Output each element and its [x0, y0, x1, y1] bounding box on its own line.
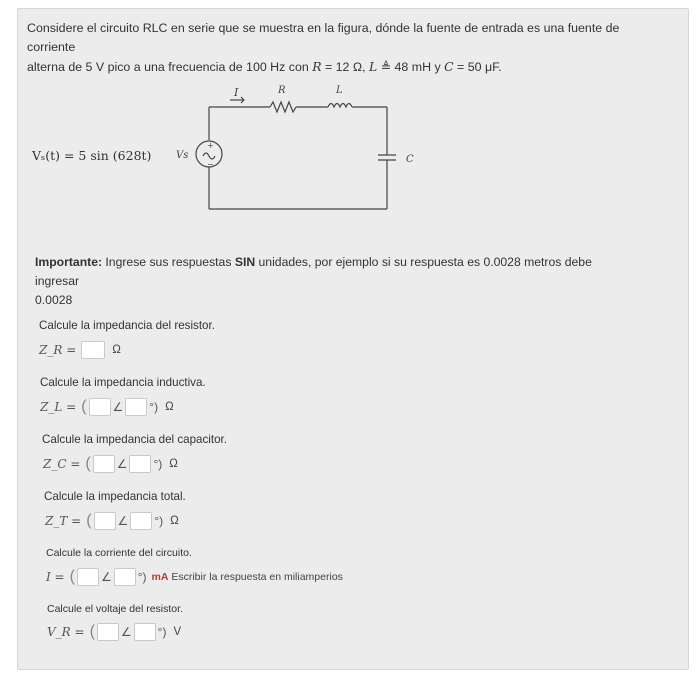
vr-magnitude-input[interactable]	[97, 623, 119, 641]
question-prompt: Calcule la impedancia total.	[44, 490, 186, 503]
answer-unit: V	[173, 626, 182, 638]
question-prompt: Calcule la impedancia inductiva.	[40, 376, 206, 389]
inductor-symbol	[328, 104, 352, 108]
answer-symbol: Z_L =	[40, 400, 77, 414]
resistor-label: R	[278, 85, 286, 96]
question-prompt: Calcule la corriente del circuito.	[46, 547, 192, 559]
current-unit-note	[152, 571, 343, 583]
important-text-a: Ingrese sus respuestas	[102, 255, 235, 269]
intro-line-2-text: alterna de 5 V pico a una frecuencia de 100 Hz con	[27, 60, 313, 74]
capacitor-label: C	[406, 154, 414, 165]
problem-statement	[27, 19, 667, 77]
r-value: = 12 Ω,	[321, 60, 370, 74]
answer-row-vr: V_R = ( ∠ °) V	[47, 623, 182, 640]
current-label: I	[234, 86, 239, 99]
angle-icon: ∠	[100, 570, 112, 584]
zc-magnitude-input[interactable]	[93, 455, 115, 473]
answer-row-zc: Z_C = ( ∠ °) Ω	[43, 455, 178, 472]
l-symbol: L	[369, 59, 378, 74]
svg-text:+: +	[207, 141, 214, 150]
note-text: Escribir la respuesta en miliamperios	[171, 571, 343, 583]
question-prompt: Calcule la impedancia del resistor.	[39, 319, 215, 332]
answer-symbol: V_R =	[47, 625, 85, 639]
answer-row-zl: Z_L = ( ∠ °) Ω	[40, 398, 174, 415]
l-value: ≜ 48 mH y	[377, 60, 445, 74]
resistor-symbol	[270, 102, 296, 112]
source-label: Vs	[176, 150, 189, 161]
answer-unit: mA	[151, 571, 169, 583]
important-text-b: unidades, por ejemplo si su respuesta es 0.0028 metros debe ingresar	[35, 255, 592, 288]
answer-unit: Ω	[170, 515, 179, 527]
answer-row-zr	[39, 341, 121, 359]
zl-magnitude-input[interactable]	[89, 398, 111, 416]
answer-symbol: Z_T =	[45, 514, 82, 528]
c-value: = 50 μF.	[453, 60, 502, 74]
angle-icon: ∠	[117, 514, 129, 528]
important-prefix: Importante:	[35, 255, 103, 269]
inductor-label: L	[336, 85, 343, 96]
zl-angle-input[interactable]	[125, 398, 147, 416]
important-note	[35, 253, 635, 310]
important-sin: SIN	[234, 255, 256, 269]
vr-angle-input[interactable]	[134, 623, 156, 641]
answer-row-zt: Z_T = ( ∠ °) Ω	[45, 512, 179, 529]
r-symbol: R	[312, 59, 322, 74]
zc-angle-input[interactable]	[129, 455, 151, 473]
zt-magnitude-input[interactable]	[94, 512, 116, 530]
angle-icon: ∠	[116, 457, 128, 471]
angle-icon: ∠	[120, 625, 132, 639]
important-example: 0.0028	[35, 293, 73, 307]
zt-angle-input[interactable]	[130, 512, 152, 530]
answer-unit: Ω	[165, 401, 174, 413]
answer-unit: Ω	[112, 344, 121, 356]
question-prompt: Calcule el voltaje del resistor.	[47, 603, 183, 615]
current-angle-input[interactable]	[114, 568, 136, 586]
answer-unit: Ω	[169, 458, 178, 470]
question-prompt: Calcule la impedancia del capacitor.	[42, 433, 227, 446]
svg-text:−: −	[207, 160, 214, 169]
zr-input[interactable]	[81, 341, 105, 359]
answer-row-current: I = ( ∠ °) mA Escribir la respuesta en miliamperios	[46, 568, 343, 585]
rlc-circuit-diagram	[170, 80, 414, 215]
answer-symbol: I =	[46, 570, 65, 584]
angle-icon: ∠	[112, 400, 124, 414]
c-symbol: C	[444, 59, 454, 74]
intro-line-1: Considere el circuito RLC en serie que se muestra en la figura, dónde la fuente de entrada es una fuente de corriente	[27, 21, 620, 54]
answer-symbol: Z_R =	[39, 343, 77, 357]
answer-symbol: Z_C =	[43, 457, 81, 471]
current-magnitude-input[interactable]	[77, 568, 99, 586]
intro-line-2	[27, 57, 667, 77]
source-equation: Vₛ(t) = 5 sin (628t)	[32, 148, 152, 163]
